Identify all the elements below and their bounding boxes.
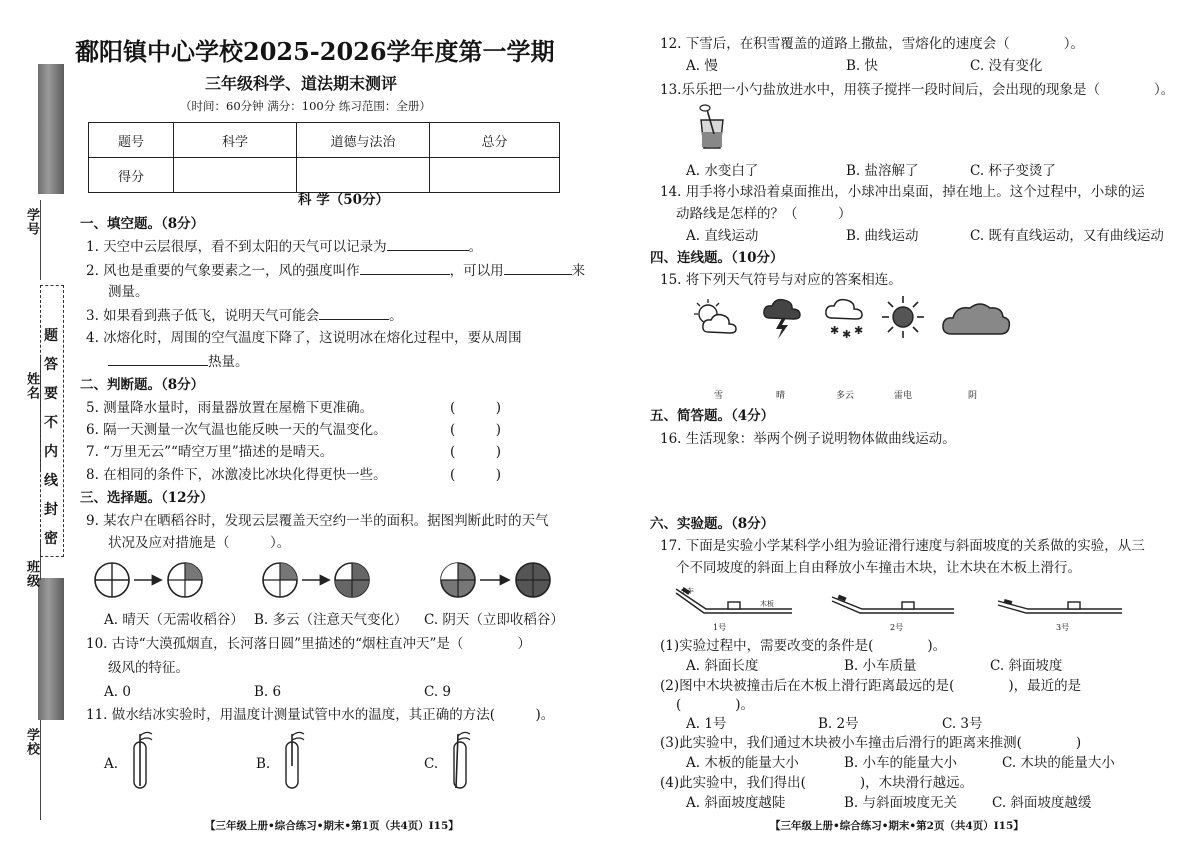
binding-strip-bottom — [38, 578, 64, 720]
p2-option-a[interactable]: A. 1号 — [686, 716, 727, 732]
score-input-cell[interactable] — [297, 158, 430, 193]
snow-icon — [822, 296, 872, 340]
score-header-cell: 道德与法治 — [297, 123, 430, 158]
section-heading: 五、简答题。（4分） — [650, 408, 775, 424]
question-text: 2. 风也是重要的气象要素之一，风的强度叫作 — [86, 263, 360, 279]
exam-title: 鄱阳镇中心学校2025-2026学年度第一学期 — [75, 37, 555, 66]
student-number-label: 学号 — [24, 208, 39, 236]
question-13: 13.乐乐把一小勺盐放进水中，用筷子搅拌一段时间后，会出现的现象是（ ）。 — [660, 82, 1175, 98]
q12-option-b[interactable]: B. 快 — [846, 58, 879, 74]
answer-paren[interactable]: ( ) — [450, 444, 502, 460]
cut-char: 答 — [44, 357, 58, 373]
p4-option-b[interactable]: B. 与斜面坡度无关 — [844, 795, 958, 811]
section-heading: 一、填空题。（8分） — [80, 216, 205, 232]
ramp-experiment-diagram — [672, 583, 1142, 629]
q12-option-a[interactable]: A. 慢 — [686, 58, 718, 74]
question-17-1: (1)实验过程中，需要改变的条件是( )。 — [660, 638, 947, 654]
weather-label: 多云 — [836, 391, 855, 401]
weather-label: 阴 — [968, 391, 978, 401]
test-tube-thermometer-icon — [124, 730, 164, 792]
overcast-icon — [940, 296, 1012, 340]
cut-char: 要 — [44, 386, 58, 402]
question-text: ，可以用 — [449, 263, 504, 279]
q10-option-b[interactable]: B. 6 — [254, 684, 282, 700]
p4-option-a[interactable]: A. 斜面坡度越陡 — [686, 795, 786, 811]
weather-label: 雪 — [714, 391, 724, 401]
p1-option-c[interactable]: C. 斜面坡度 — [990, 658, 1063, 674]
question-3 — [86, 307, 403, 324]
answer-paren[interactable]: ( ) — [450, 467, 502, 483]
svg-text:✱: ✱ — [830, 324, 840, 337]
answer-blank[interactable] — [108, 353, 208, 366]
answer-blank[interactable] — [360, 262, 450, 275]
question-4-cont — [108, 353, 249, 370]
q10-option-a[interactable]: A. 0 — [104, 684, 131, 700]
ramp-number: 3号 — [1056, 623, 1070, 632]
q9-option-c[interactable]: C. 阴天（立即收稻谷） — [424, 612, 564, 628]
name-label: 姓名 — [24, 372, 39, 400]
svg-text:✱: ✱ — [842, 328, 852, 340]
question-8: 8. 在相同的条件下，冰激凌比冰块化得更快一些。 — [86, 467, 387, 483]
question-17-4: (4)此实验中，我们得出( )，木块滑行越远。 — [660, 775, 974, 791]
q10-option-c[interactable]: C. 9 — [424, 684, 452, 700]
score-label-cell: 得分 — [89, 158, 174, 193]
section-heading: 六、实验题。（8分） — [650, 516, 775, 532]
question-1 — [86, 238, 482, 255]
score-header-cell: 科学 — [174, 123, 297, 158]
question-4: 4. 冰熔化时，周围的空气温度下降了，这说明冰在熔化过程中，要从周围 — [86, 330, 522, 346]
question-2 — [86, 262, 585, 279]
question-6: 6. 隔一天测量一次气温也能反映一天的气温变化。 — [86, 422, 387, 438]
p3-option-a[interactable]: A. 木板的能量大小 — [686, 755, 799, 771]
score-header-cell: 题号 — [89, 123, 174, 158]
cut-char: 不 — [44, 415, 58, 431]
question-17-2-cont: ( )。 — [676, 697, 755, 713]
cup-with-spoon-icon — [695, 104, 729, 152]
q13-option-c[interactable]: C. 杯子变烫了 — [970, 163, 1056, 179]
section-science: 科 学（50分） — [298, 192, 389, 208]
cloud-cover-diagram — [90, 558, 560, 602]
question-17-3: (3)此实验中，我们通过木块被小车撞击后滑行的距离来推测( ) — [660, 735, 1082, 751]
score-header-cell: 总分 — [430, 123, 560, 158]
cut-char: 线 — [44, 473, 58, 489]
cut-char: 内 — [44, 444, 58, 460]
sunny-icon — [880, 294, 926, 340]
weather-label: 晴 — [776, 391, 786, 401]
question-9-cont: 状况及应对措施是（ ）。 — [108, 535, 291, 551]
q13-option-a[interactable]: A. 水变白了 — [686, 163, 759, 179]
weather-label: 雷电 — [894, 391, 913, 401]
question-17: 17. 下面是实验小学某科学小组为验证滑行速度与斜面坡度的关系做的实验，从三 — [660, 538, 1145, 554]
question-16: 16. 生活现象：举两个例子说明物体做曲线运动。 — [660, 431, 956, 447]
question-10-cont: 级风的特征。 — [108, 660, 189, 676]
score-input-cell[interactable] — [430, 158, 560, 193]
score-input-cell[interactable] — [174, 158, 297, 193]
thunderstorm-icon — [760, 296, 808, 340]
q9-option-b[interactable]: B. 多云（注意天气变化） — [254, 612, 408, 628]
question-7: 7. “万里无云”“晴空万里”描述的是晴天。 — [86, 444, 334, 460]
p1-option-a[interactable]: A. 斜面长度 — [686, 658, 759, 674]
question-15: 15. 将下列天气符号与对应的答案相连。 — [660, 272, 902, 288]
question-12: 12. 下雪后，在积雪覆盖的道路上撒盐，雪熔化的速度会（ ）。 — [660, 36, 1085, 52]
q9-option-a[interactable]: A. 晴天（无需收稻谷） — [104, 612, 244, 628]
q13-option-b[interactable]: B. 盐溶解了 — [846, 163, 919, 179]
q12-option-c[interactable]: C. 没有变化 — [970, 58, 1043, 74]
section-heading: 二、判断题。（8分） — [80, 377, 205, 393]
question-text: 热量。 — [208, 354, 249, 370]
cut-char: 题 — [44, 328, 58, 344]
section-heading: 四、连线题。（10分） — [650, 250, 784, 266]
binding-strip-top — [38, 64, 64, 194]
q14-option-b[interactable]: B. 曲线运动 — [846, 228, 919, 244]
page-footer: 【三年级上册•综合练习•期末•第2页（共4页）I15】 — [770, 820, 1024, 832]
page-footer: 【三年级上册•综合练习•期末•第1页（共4页）I15】 — [205, 820, 459, 832]
exam-subtitle: 三年级科学、道法期末测评 — [205, 74, 398, 93]
p2-option-c[interactable]: C. 3号 — [942, 716, 983, 732]
punct: 。 — [389, 308, 403, 324]
test-tube-thermometer-icon — [444, 730, 484, 792]
ramp-car-label: 小车 — [680, 587, 694, 595]
question-text: 3. 如果看到燕子低飞，说明天气可能会 — [86, 308, 320, 324]
q14-option-c[interactable]: C. 既有直线运动，又有曲线运动 — [970, 228, 1164, 244]
q11-option-a[interactable]: A. — [104, 756, 119, 772]
p4-option-c[interactable]: C. 斜面坡度越缓 — [992, 795, 1092, 811]
school-label: 学校 — [24, 728, 39, 756]
ramp-board-label: 木板 — [760, 600, 774, 608]
q11-option-b[interactable]: B. — [256, 756, 271, 772]
p1-option-b[interactable]: B. 小车质量 — [844, 658, 917, 674]
question-10: 10. 古诗“大漠孤烟直，长河落日圆”里描述的“烟柱直冲天”是（ ） — [86, 636, 531, 652]
question-17-cont: 个不同坡度的斜面上自由释放小车撞击木块，让木块在木板上滑行。 — [676, 560, 1081, 576]
svg-text:✱: ✱ — [854, 324, 864, 337]
answer-paren[interactable]: ( ) — [450, 422, 502, 438]
q14-option-a[interactable]: A. 直线运动 — [686, 228, 759, 244]
question-2-cont: 测量。 — [108, 284, 149, 300]
question-text: 1. 天空中云层很厚，看不到太阳的天气可以记录为 — [86, 239, 387, 255]
ramp-number: 2号 — [890, 623, 904, 632]
score-table — [88, 122, 560, 193]
answer-blank[interactable] — [504, 262, 572, 275]
partly-cloudy-icon — [688, 296, 748, 340]
ramp-number: 1号 — [713, 623, 727, 632]
question-11: 11. 做水结冰实验时，用温度计测量试管中水的温度，其正确的方法( )。 — [86, 707, 555, 723]
question-9: 9. 某农户在晒稻谷时，发现云层覆盖天空约一半的面积。据图判断此时的天气 — [86, 513, 549, 529]
q11-option-c[interactable]: C. — [424, 756, 439, 772]
exam-info: （时间：60分钟 满分：100分 练习范围：全册） — [180, 99, 431, 113]
class-label: 班级 — [24, 560, 39, 588]
cut-char: 封 — [44, 502, 58, 518]
p2-option-b[interactable]: B. 2号 — [818, 716, 859, 732]
cut-char: 密 — [44, 531, 58, 547]
section-heading: 三、选择题。（12分） — [80, 490, 214, 506]
test-tube-thermometer-icon — [276, 730, 316, 792]
punct: 。 — [468, 239, 483, 255]
answer-blank[interactable] — [387, 238, 469, 251]
question-14-cont: 动路线是怎样的？（ ） — [676, 206, 852, 222]
answer-blank[interactable] — [319, 307, 389, 320]
p3-option-b[interactable]: B. 小车的能量大小 — [844, 755, 958, 771]
question-14: 14. 用手将小球沿着桌面推出，小球冲出桌面，掉在地上。这个过程中，小球的运 — [660, 184, 1145, 200]
p3-option-c[interactable]: C. 木块的能量大小 — [1002, 755, 1115, 771]
question-17-2: (2)图中木块被撞击后在木板上滑行距离最远的是( )，最近的是 — [660, 678, 1082, 694]
question-5: 5. 测量降水量时，雨量器放置在屋檐下更准确。 — [86, 400, 374, 416]
answer-paren[interactable]: ( ) — [450, 400, 502, 416]
question-text: 来 — [571, 263, 586, 279]
